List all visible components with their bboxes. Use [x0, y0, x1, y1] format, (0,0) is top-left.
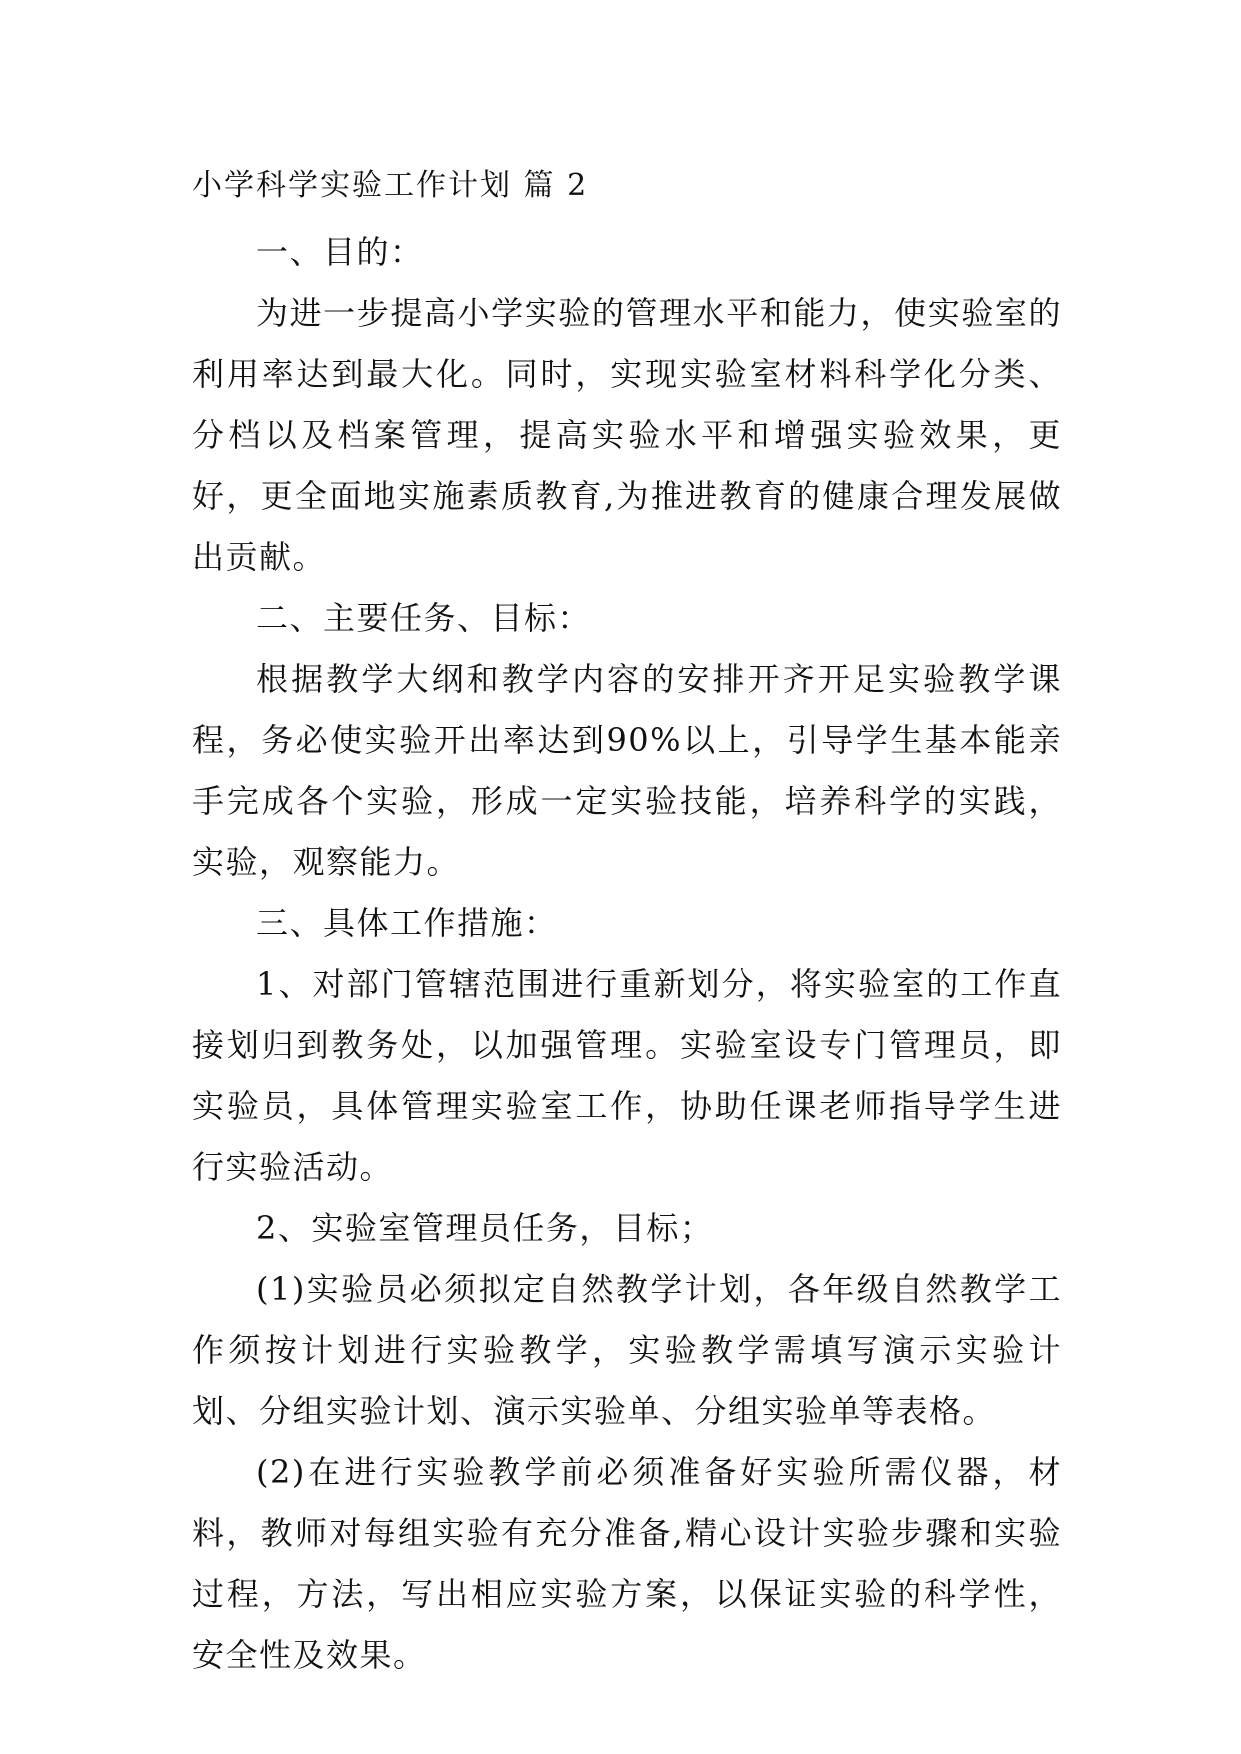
section-heading-tasks: 二、主要任务、目标： [256, 599, 592, 637]
paragraph-purpose: 为进一步提高小学实验的管理水平和能力，使实验室的利用率达到最大化。同时，实现实验室材料科学化分类、分档以及档案管理，提高实验水平和增强实验效果，更好，更全面地实施素质教育,为推进教育的健康合理发展做出贡献。 [192, 294, 1062, 576]
paragraph-measure-2: 2、实验室管理员任务，目标； [256, 1209, 714, 1247]
paragraph-measure-2-item-1: (1)实验员必须拟定自然教学计划，各年级自然教学工作须按计划进行实验教学，实验教学需填写演示实验计划、分组实验计划、演示实验单、分组实验单等表格。 [192, 1270, 1062, 1430]
document-title: 小学科学实验工作计划 篇 2 [192, 168, 589, 203]
section-heading-purpose: 一、目的： [256, 233, 424, 271]
paragraph-measure-1: 1、对部门管辖范围进行重新划分，将实验室的工作直接划归到教务处，以加强管理。实验室设专门管理员，即实验员，具体管理实验室工作，协助任课老师指导学生进行实验活动。 [192, 965, 1062, 1186]
paragraph-measure-2-item-2: (2)在进行实验教学前必须准备好实验所需仪器，材料，教师对每组实验有充分准备,精心设计实验步骤和实验过程，方法，写出相应实验方案，以保证实验的科学性，安全性及效果。 [192, 1453, 1062, 1674]
section-heading-measures: 三、具体工作措施： [256, 904, 558, 942]
document-page [192, 162, 1062, 1686]
paragraph-tasks: 根据教学大纲和教学内容的安排开齐开足实验教学课程，务必使实验开出率达到90%以上，引导学生基本能亲手完成各个实验，形成一定实验技能，培养科学的实践，实验，观察能力。 [192, 660, 1062, 881]
